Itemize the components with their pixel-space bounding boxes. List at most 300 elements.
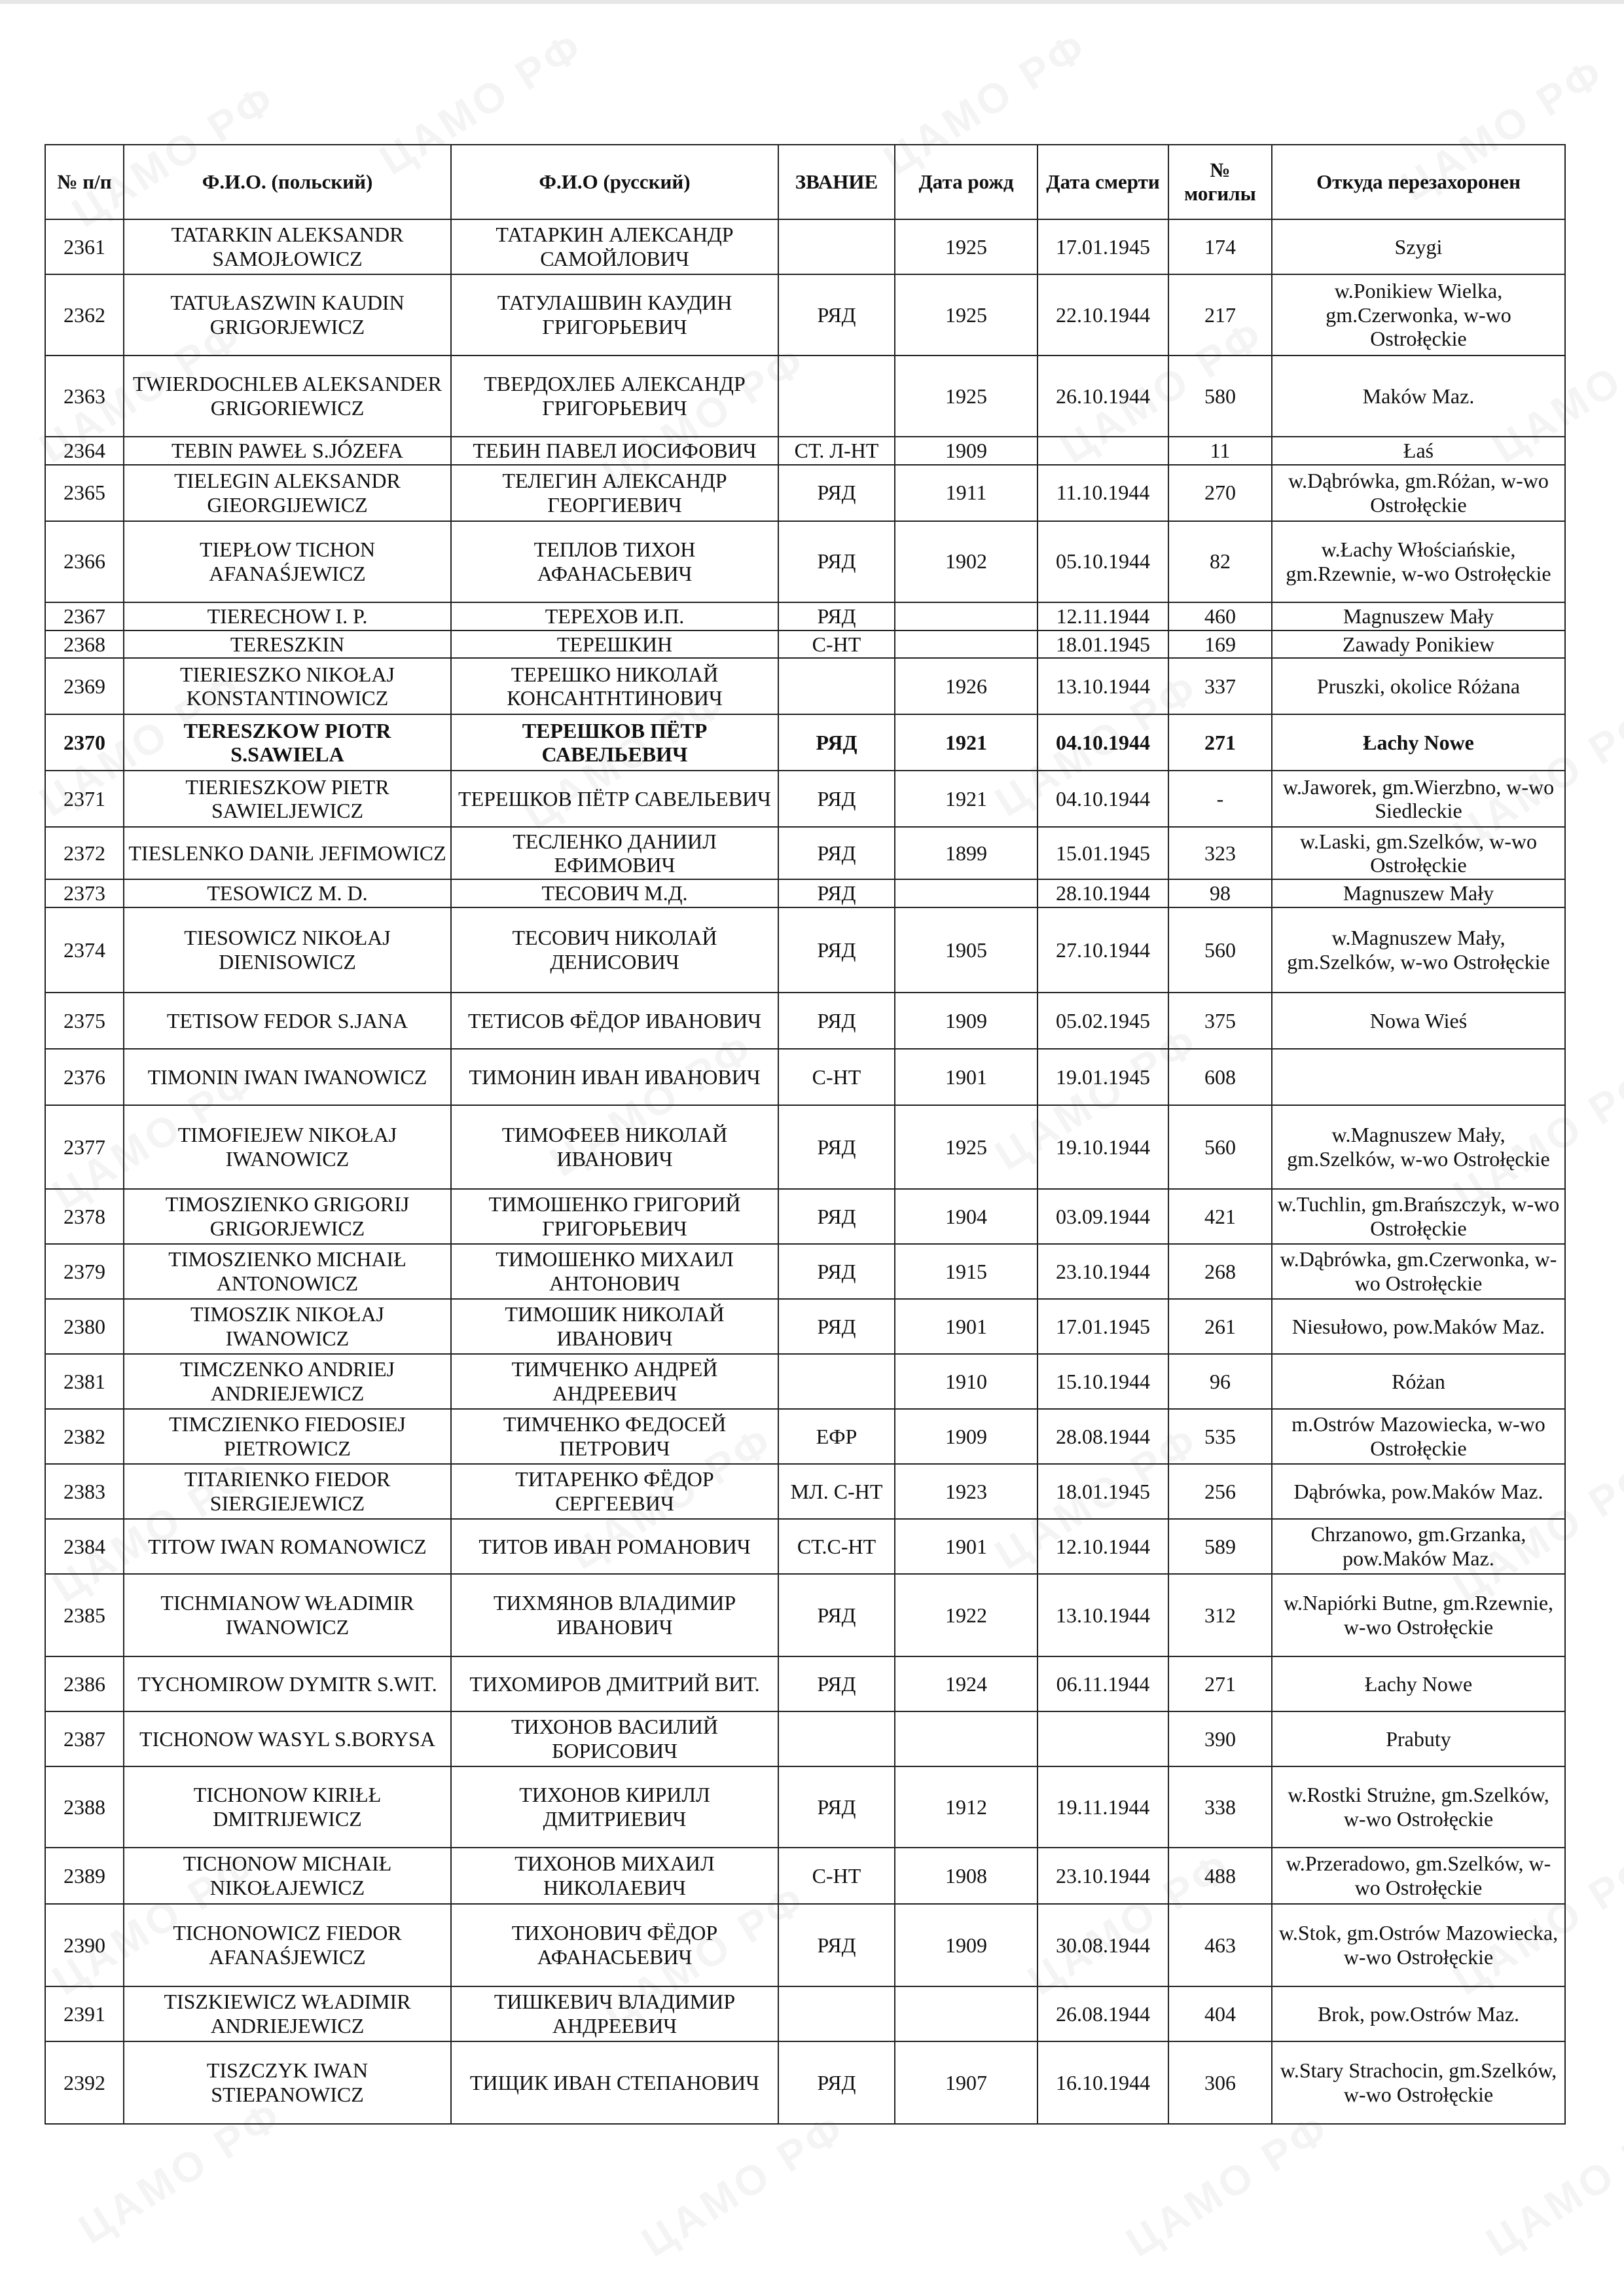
header-num: № п/п <box>45 145 124 219</box>
cell-name-polish: TISZKIEWICZ WŁADIMIR ANDRIEJEWICZ <box>124 1986 451 2041</box>
cell-death-date: 26.10.1944 <box>1038 356 1168 437</box>
cell-death-date: 17.01.1945 <box>1038 219 1168 274</box>
cell-reburied-from: Prabuty <box>1272 1711 1565 1766</box>
cell-death-date: 28.10.1944 <box>1038 879 1168 907</box>
table-row <box>45 1244 1565 1299</box>
cell-num: 2379 <box>45 1244 124 1299</box>
scan-top-edge <box>0 0 1624 4</box>
cell-name-russian: ТИХОНОВ ВАСИЛИЙ БОРИСОВИЧ <box>451 1711 778 1766</box>
cell-death-date: 12.11.1944 <box>1038 602 1168 630</box>
table-row <box>45 1354 1565 1409</box>
cell-name-polish: TIMCZIENKO FIEDOSIEJ PIETROWICZ <box>124 1409 451 1464</box>
cell-rank: РЯД <box>778 274 895 356</box>
cell-name-polish: TISZCZYK IWAN STIEPANOWICZ <box>124 2041 451 2124</box>
cell-rank: РЯД <box>778 1766 895 1848</box>
cell-death-date: 11.10.1944 <box>1038 465 1168 521</box>
cell-death-date: 26.08.1944 <box>1038 1986 1168 2041</box>
cell-death-date <box>1038 1711 1168 1766</box>
table-row <box>45 1766 1565 1848</box>
cell-name-polish: TICHONOWICZ FIEDOR AFANAŚJEWICZ <box>124 1904 451 1986</box>
cell-death-date: 23.10.1944 <box>1038 1848 1168 1904</box>
header-name-polish: Ф.И.О. (польский) <box>124 145 451 219</box>
cell-name-polish: TIESLENKO DANIŁ JEFIMOWICZ <box>124 827 451 879</box>
cell-death-date: 19.01.1945 <box>1038 1049 1168 1105</box>
cell-name-polish: TITOW IWAN ROMANOWICZ <box>124 1519 451 1574</box>
cell-grave-number: - <box>1168 771 1272 827</box>
cell-name-russian: ТИХОНОВ МИХАИЛ НИКОЛАЕВИЧ <box>451 1848 778 1904</box>
watermark-stamp <box>633 2103 854 2266</box>
cell-rank: РЯД <box>778 1189 895 1244</box>
cell-reburied-from: m.Ostrów Mazowiecka, w-wo Ostrołęckie <box>1272 1409 1565 1464</box>
cell-rank: СТ. Л-НТ <box>778 437 895 465</box>
cell-grave-number: 261 <box>1168 1299 1272 1354</box>
cell-reburied-from: Łachy Nowe <box>1272 1656 1565 1711</box>
cell-rank: С-НТ <box>778 1848 895 1904</box>
cell-name-polish: TIESOWICZ NIKOŁAJ DIENISOWICZ <box>124 907 451 993</box>
cell-grave-number: 312 <box>1168 1574 1272 1656</box>
cell-reburied-from: w.Rostki Strużne, gm.Szelków, w-wo Ostrołęckie <box>1272 1766 1565 1848</box>
cell-grave-number: 560 <box>1168 1105 1272 1189</box>
cell-birth-date: 1908 <box>895 1848 1038 1904</box>
cell-name-russian: ТЕРЕШКИН <box>451 630 778 659</box>
cell-num: 2382 <box>45 1409 124 1464</box>
cell-num: 2376 <box>45 1049 124 1105</box>
cell-num: 2386 <box>45 1656 124 1711</box>
cell-num: 2389 <box>45 1848 124 1904</box>
cell-name-russian: ТИМОФЕЕВ НИКОЛАЙ ИВАНОВИЧ <box>451 1105 778 1189</box>
cell-birth-date <box>895 630 1038 659</box>
cell-name-russian: ТЕБИН ПАВЕЛ ИОСИФОВИЧ <box>451 437 778 465</box>
cell-name-russian: ТЕСОВИЧ НИКОЛАЙ ДЕНИСОВИЧ <box>451 907 778 993</box>
cell-num: 2375 <box>45 993 124 1049</box>
table-row <box>45 771 1565 827</box>
cell-num: 2373 <box>45 879 124 907</box>
cell-name-polish: TIEPŁOW TICHON AFANAŚJEWICZ <box>124 521 451 602</box>
cell-name-polish: TIMOSZIENKO GRIGORIJ GRIGORJEWICZ <box>124 1189 451 1244</box>
cell-death-date: 12.10.1944 <box>1038 1519 1168 1574</box>
cell-name-russian: ТИТОВ ИВАН РОМАНОВИЧ <box>451 1519 778 1574</box>
cell-birth-date: 1911 <box>895 465 1038 521</box>
cell-rank: РЯД <box>778 879 895 907</box>
cell-death-date: 17.01.1945 <box>1038 1299 1168 1354</box>
cell-grave-number: 271 <box>1168 1656 1272 1711</box>
cell-name-polish: TESOWICZ M. D. <box>124 879 451 907</box>
cell-reburied-from: Dąbrówka, pow.Maków Maz. <box>1272 1464 1565 1519</box>
cell-grave-number: 174 <box>1168 219 1272 274</box>
cell-name-russian: ТИХОНОВ КИРИЛЛ ДМИТРИЕВИЧ <box>451 1766 778 1848</box>
cell-rank: РЯД <box>778 465 895 521</box>
cell-name-russian: ТИМОШЕНКО ГРИГОРИЙ ГРИГОРЬЕВИЧ <box>451 1189 778 1244</box>
table-row <box>45 274 1565 356</box>
cell-name-polish: TIERIESZKOW PIETR SAWIELJEWICZ <box>124 771 451 827</box>
cell-reburied-from: Brok, pow.Ostrów Maz. <box>1272 1986 1565 2041</box>
cell-name-polish: TERESZKIN <box>124 630 451 659</box>
table-row <box>45 1464 1565 1519</box>
cell-death-date: 30.08.1944 <box>1038 1904 1168 1986</box>
cell-grave-number: 338 <box>1168 1766 1272 1848</box>
cell-name-russian: ТИМОНИН ИВАН ИВАНОВИЧ <box>451 1049 778 1105</box>
cell-name-polish: TIMCZENKO ANDRIEJ ANDRIEJEWICZ <box>124 1354 451 1409</box>
cell-name-russian: ТИХОМИРОВ ДМИТРИЙ ВИТ. <box>451 1656 778 1711</box>
cell-death-date: 16.10.1944 <box>1038 2041 1168 2124</box>
cell-name-polish: TEBIN PAWEŁ S.JÓZEFA <box>124 437 451 465</box>
table-row <box>45 630 1565 659</box>
cell-birth-date: 1909 <box>895 437 1038 465</box>
cell-death-date: 22.10.1944 <box>1038 274 1168 356</box>
cell-num: 2367 <box>45 602 124 630</box>
cell-name-russian: ТЕРЕШКО НИКОЛАЙ КОНСАНТНТИНОВИЧ <box>451 658 778 714</box>
table-header <box>45 145 1565 219</box>
cell-name-polish: TICHONOW MICHAIŁ NIKOŁAJEWICZ <box>124 1848 451 1904</box>
cell-grave-number: 96 <box>1168 1354 1272 1409</box>
cell-grave-number: 270 <box>1168 465 1272 521</box>
cell-birth-date <box>895 879 1038 907</box>
cell-num: 2391 <box>45 1986 124 2041</box>
cell-rank: РЯД <box>778 993 895 1049</box>
cell-death-date: 19.11.1944 <box>1038 1766 1168 1848</box>
cell-num: 2366 <box>45 521 124 602</box>
cell-name-russian: ТИМЧЕНКО АНДРЕЙ АНДРЕЕВИЧ <box>451 1354 778 1409</box>
cell-grave-number: 98 <box>1168 879 1272 907</box>
cell-num: 2362 <box>45 274 124 356</box>
table-row <box>45 1519 1565 1574</box>
cell-name-polish: TWIERDOCHLEB ALEKSANDER GRIGORIEWICZ <box>124 356 451 437</box>
table-row <box>45 1189 1565 1244</box>
cell-grave-number: 271 <box>1168 714 1272 771</box>
cell-name-russian: ТЕПЛОВ ТИХОН АФАНАСЬЕВИЧ <box>451 521 778 602</box>
cell-name-russian: ТВЕРДОХЛЕБ АЛЕКСАНДР ГРИГОРЬЕВИЧ <box>451 356 778 437</box>
header-row <box>45 145 1565 219</box>
cell-reburied-from: w.Laski, gm.Szelków, w-wo Ostrołęckie <box>1272 827 1565 879</box>
cell-reburied-from: Niesułowo, pow.Maków Maz. <box>1272 1299 1565 1354</box>
cell-rank <box>778 1354 895 1409</box>
cell-death-date: 06.11.1944 <box>1038 1656 1168 1711</box>
header-birth-date: Дата рожд <box>895 145 1038 219</box>
cell-death-date: 18.01.1945 <box>1038 1464 1168 1519</box>
cell-name-polish: TATARKIN ALEKSANDR SAMOJŁOWICZ <box>124 219 451 274</box>
cell-rank: РЯД <box>778 602 895 630</box>
cell-reburied-from: w.Napiórki Butne, gm.Rzewnie, w-wo Ostrołęckie <box>1272 1574 1565 1656</box>
cell-name-polish: TIERECHOW I. P. <box>124 602 451 630</box>
cell-num: 2388 <box>45 1766 124 1848</box>
cell-grave-number: 82 <box>1168 521 1272 602</box>
cell-grave-number: 421 <box>1168 1189 1272 1244</box>
cell-name-russian: ТИШКЕВИЧ ВЛАДИМИР АНДРЕЕВИЧ <box>451 1986 778 2041</box>
cell-reburied-from: Różan <box>1272 1354 1565 1409</box>
watermark-stamp <box>1477 2103 1624 2266</box>
burial-records-table <box>45 144 1566 2125</box>
cell-grave-number: 217 <box>1168 274 1272 356</box>
table-row <box>45 714 1565 771</box>
cell-name-polish: TIMOSZIK NIKOŁAJ IWANOWICZ <box>124 1299 451 1354</box>
cell-name-russian: ТИМЧЕНКО ФЕДОСЕЙ ПЕТРОВИЧ <box>451 1409 778 1464</box>
cell-name-polish: TIMOFIEJEW NIKOŁAJ IWANOWICZ <box>124 1105 451 1189</box>
cell-rank <box>778 1986 895 2041</box>
cell-name-polish: TIMONIN IWAN IWANOWICZ <box>124 1049 451 1105</box>
table-row <box>45 827 1565 879</box>
table-row <box>45 602 1565 630</box>
cell-num: 2385 <box>45 1574 124 1656</box>
cell-name-russian: ТИЩИК ИВАН СТЕПАНОВИЧ <box>451 2041 778 2124</box>
cell-death-date: 15.10.1944 <box>1038 1354 1168 1409</box>
cell-reburied-from: Łaś <box>1272 437 1565 465</box>
cell-birth-date: 1921 <box>895 714 1038 771</box>
cell-reburied-from: Szygi <box>1272 219 1565 274</box>
cell-birth-date: 1909 <box>895 1904 1038 1986</box>
cell-reburied-from: Maków Maz. <box>1272 356 1565 437</box>
table-row <box>45 1711 1565 1766</box>
cell-name-russian: ТАТАРКИН АЛЕКСАНДР САМОЙЛОВИЧ <box>451 219 778 274</box>
header-name-russian: Ф.И.О (русский) <box>451 145 778 219</box>
cell-death-date: 28.08.1944 <box>1038 1409 1168 1464</box>
cell-death-date: 13.10.1944 <box>1038 658 1168 714</box>
cell-reburied-from: Pruszki, okolice Różana <box>1272 658 1565 714</box>
cell-birth-date: 1923 <box>895 1464 1038 1519</box>
table-row <box>45 1904 1565 1986</box>
cell-name-russian: ТИМОШИК НИКОЛАЙ ИВАНОВИЧ <box>451 1299 778 1354</box>
cell-rank: РЯД <box>778 714 895 771</box>
cell-birth-date: 1909 <box>895 993 1038 1049</box>
cell-grave-number: 608 <box>1168 1049 1272 1105</box>
cell-birth-date: 1925 <box>895 274 1038 356</box>
cell-grave-number: 463 <box>1168 1904 1272 1986</box>
table-row <box>45 879 1565 907</box>
cell-birth-date <box>895 1711 1038 1766</box>
cell-birth-date: 1924 <box>895 1656 1038 1711</box>
cell-grave-number: 169 <box>1168 630 1272 659</box>
cell-grave-number: 337 <box>1168 658 1272 714</box>
table-row <box>45 1409 1565 1464</box>
cell-num: 2372 <box>45 827 124 879</box>
cell-num: 2363 <box>45 356 124 437</box>
cell-death-date <box>1038 437 1168 465</box>
cell-rank: РЯД <box>778 1574 895 1656</box>
cell-rank <box>778 1711 895 1766</box>
cell-grave-number: 460 <box>1168 602 1272 630</box>
cell-num: 2378 <box>45 1189 124 1244</box>
cell-num: 2387 <box>45 1711 124 1766</box>
cell-death-date: 18.01.1945 <box>1038 630 1168 659</box>
cell-reburied-from: Nowa Wieś <box>1272 993 1565 1049</box>
cell-num: 2365 <box>45 465 124 521</box>
cell-grave-number: 390 <box>1168 1711 1272 1766</box>
table-row <box>45 1986 1565 2041</box>
cell-birth-date <box>895 602 1038 630</box>
cell-name-russian: ТЕСОВИЧ М.Д. <box>451 879 778 907</box>
cell-death-date: 19.10.1944 <box>1038 1105 1168 1189</box>
cell-name-polish: TYCHOMIROW DYMITR S.WIT. <box>124 1656 451 1711</box>
header-grave-number: № могилы <box>1168 145 1272 219</box>
cell-num: 2361 <box>45 219 124 274</box>
cell-grave-number: 589 <box>1168 1519 1272 1574</box>
cell-name-polish: TICHMIANOW WŁADIMIR IWANOWICZ <box>124 1574 451 1656</box>
cell-grave-number: 560 <box>1168 907 1272 993</box>
cell-num: 2380 <box>45 1299 124 1354</box>
cell-grave-number: 580 <box>1168 356 1272 437</box>
cell-birth-date: 1922 <box>895 1574 1038 1656</box>
header-reburied-from: Откуда перезахоронен <box>1272 145 1565 219</box>
cell-reburied-from: w.Tuchlin, gm.Brańszczyk, w-wo Ostrołęckie <box>1272 1189 1565 1244</box>
cell-rank: РЯД <box>778 521 895 602</box>
cell-birth-date: 1901 <box>895 1049 1038 1105</box>
header-rank: ЗВАНИЕ <box>778 145 895 219</box>
cell-name-polish: TIERIESZKO NIKOŁAJ KONSTANTINOWICZ <box>124 658 451 714</box>
table-row <box>45 437 1565 465</box>
cell-rank: РЯД <box>778 2041 895 2124</box>
cell-death-date: 15.01.1945 <box>1038 827 1168 879</box>
cell-rank: РЯД <box>778 1904 895 1986</box>
cell-name-polish: TICHONOW WASYL S.BORYSA <box>124 1711 451 1766</box>
cell-rank <box>778 356 895 437</box>
cell-birth-date: 1901 <box>895 1519 1038 1574</box>
cell-death-date: 03.09.1944 <box>1038 1189 1168 1244</box>
cell-rank: РЯД <box>778 1244 895 1299</box>
table-body <box>45 219 1565 2124</box>
cell-reburied-from: Zawady Ponikiew <box>1272 630 1565 659</box>
cell-reburied-from: w.Dąbrówka, gm.Czerwonka, w-wo Ostrołęckie <box>1272 1244 1565 1299</box>
cell-num: 2368 <box>45 630 124 659</box>
cell-birth-date: 1925 <box>895 219 1038 274</box>
cell-birth-date <box>895 1986 1038 2041</box>
cell-num: 2374 <box>45 907 124 993</box>
cell-grave-number: 268 <box>1168 1244 1272 1299</box>
cell-rank <box>778 219 895 274</box>
cell-name-polish: TIELEGIN ALEKSANDR GIEORGIJEWICZ <box>124 465 451 521</box>
cell-num: 2383 <box>45 1464 124 1519</box>
cell-reburied-from: w.Łachy Włościańskie, gm.Rzewnie, w-wo Ostrołęckie <box>1272 521 1565 602</box>
table-row <box>45 1105 1565 1189</box>
cell-birth-date: 1905 <box>895 907 1038 993</box>
cell-num: 2381 <box>45 1354 124 1409</box>
cell-num: 2369 <box>45 658 124 714</box>
cell-rank: ЕФР <box>778 1409 895 1464</box>
cell-rank: РЯД <box>778 907 895 993</box>
cell-death-date: 13.10.1944 <box>1038 1574 1168 1656</box>
cell-death-date: 27.10.1944 <box>1038 907 1168 993</box>
table-row <box>45 658 1565 714</box>
header-death-date: Дата смерти <box>1038 145 1168 219</box>
cell-reburied-from <box>1272 1049 1565 1105</box>
cell-name-russian: ТИХМЯНОВ ВЛАДИМИР ИВАНОВИЧ <box>451 1574 778 1656</box>
table-row <box>45 356 1565 437</box>
cell-reburied-from: w.Magnuszew Mały, gm.Szelków, w-wo Ostrołęckie <box>1272 1105 1565 1189</box>
cell-num: 2364 <box>45 437 124 465</box>
cell-death-date: 05.02.1945 <box>1038 993 1168 1049</box>
cell-birth-date: 1910 <box>895 1354 1038 1409</box>
cell-death-date: 04.10.1944 <box>1038 771 1168 827</box>
cell-birth-date: 1902 <box>895 521 1038 602</box>
cell-rank: СТ.С-НТ <box>778 1519 895 1574</box>
cell-name-polish: TITARIENKO FIEDOR SIERGIEJEWICZ <box>124 1464 451 1519</box>
table-row <box>45 521 1565 602</box>
cell-reburied-from: w.Stary Strachocin, gm.Szelków, w-wo Ostrołęckie <box>1272 2041 1565 2124</box>
cell-birth-date: 1909 <box>895 1409 1038 1464</box>
cell-reburied-from: w.Przeradowo, gm.Szelków, w-wo Ostrołęckie <box>1272 1848 1565 1904</box>
cell-rank: РЯД <box>778 771 895 827</box>
cell-num: 2377 <box>45 1105 124 1189</box>
table-row <box>45 2041 1565 2124</box>
cell-name-russian: ТЕРЕХОВ И.П. <box>451 602 778 630</box>
cell-death-date: 05.10.1944 <box>1038 521 1168 602</box>
cell-grave-number: 323 <box>1168 827 1272 879</box>
cell-rank: С-НТ <box>778 1049 895 1105</box>
cell-name-polish: TATUŁASZWIN KAUDIN GRIGORJEWICZ <box>124 274 451 356</box>
cell-reburied-from: Łachy Nowe <box>1272 714 1565 771</box>
cell-num: 2384 <box>45 1519 124 1574</box>
cell-rank: РЯД <box>778 1105 895 1189</box>
cell-grave-number: 256 <box>1168 1464 1272 1519</box>
cell-reburied-from: w.Ponikiew Wielka, gm.Czerwonka, w-wo Ostrołęckie <box>1272 274 1565 356</box>
cell-reburied-from: Magnuszew Mały <box>1272 602 1565 630</box>
cell-name-russian: ТЕСЛЕНКО ДАНИИЛ ЕФИМОВИЧ <box>451 827 778 879</box>
cell-rank: РЯД <box>778 1656 895 1711</box>
cell-reburied-from: Chrzanowo, gm.Grzanka, pow.Maków Maz. <box>1272 1519 1565 1574</box>
table-row <box>45 1299 1565 1354</box>
cell-grave-number: 535 <box>1168 1409 1272 1464</box>
cell-grave-number: 488 <box>1168 1848 1272 1904</box>
watermark-stamp <box>1117 2103 1339 2266</box>
cell-reburied-from: Magnuszew Mały <box>1272 879 1565 907</box>
cell-reburied-from: w.Stok, gm.Ostrów Mazowiecka, w-wo Ostrołęckie <box>1272 1904 1565 1986</box>
cell-name-russian: ТЕРЕШКОВ ПЁТР САВЕЛЬЕВИЧ <box>451 771 778 827</box>
cell-grave-number: 11 <box>1168 437 1272 465</box>
cell-birth-date: 1901 <box>895 1299 1038 1354</box>
cell-reburied-from: w.Jaworek, gm.Wierzbno, w-wo Siedleckie <box>1272 771 1565 827</box>
cell-num: 2371 <box>45 771 124 827</box>
cell-grave-number: 404 <box>1168 1986 1272 2041</box>
cell-rank: РЯД <box>778 1299 895 1354</box>
cell-rank: С-НТ <box>778 630 895 659</box>
cell-name-russian: ТИТАРЕНКО ФЁДОР СЕРГЕЕВИЧ <box>451 1464 778 1519</box>
cell-birth-date: 1921 <box>895 771 1038 827</box>
table-row <box>45 993 1565 1049</box>
cell-name-polish: TERESZKOW PIOTR S.SAWIELA <box>124 714 451 771</box>
cell-grave-number: 306 <box>1168 2041 1272 2124</box>
table-row <box>45 465 1565 521</box>
cell-name-russian: ТЕЛЕГИН АЛЕКСАНДР ГЕОРГИЕВИЧ <box>451 465 778 521</box>
cell-birth-date: 1915 <box>895 1244 1038 1299</box>
cell-name-polish: TIMOSZIENKO MICHAIŁ ANTONOWICZ <box>124 1244 451 1299</box>
cell-birth-date: 1925 <box>895 1105 1038 1189</box>
cell-birth-date: 1904 <box>895 1189 1038 1244</box>
cell-name-polish: TICHONOW KIRIŁŁ DMITRIJEWICZ <box>124 1766 451 1848</box>
cell-name-russian: ТАТУЛАШВИН КАУДИН ГРИГОРЬЕВИЧ <box>451 274 778 356</box>
cell-reburied-from: w.Magnuszew Mały, gm.Szelków, w-wo Ostrołęckie <box>1272 907 1565 993</box>
cell-birth-date: 1907 <box>895 2041 1038 2124</box>
cell-rank <box>778 658 895 714</box>
cell-grave-number: 375 <box>1168 993 1272 1049</box>
table-row <box>45 219 1565 274</box>
cell-rank: РЯД <box>778 827 895 879</box>
cell-birth-date: 1899 <box>895 827 1038 879</box>
table-row <box>45 1049 1565 1105</box>
cell-name-russian: ТЕТИСОВ ФЁДОР ИВАНОВИЧ <box>451 993 778 1049</box>
cell-num: 2370 <box>45 714 124 771</box>
cell-birth-date: 1912 <box>895 1766 1038 1848</box>
table-row <box>45 1574 1565 1656</box>
cell-name-polish: TETISOW FEDOR S.JANA <box>124 993 451 1049</box>
cell-rank: МЛ. С-НТ <box>778 1464 895 1519</box>
cell-death-date: 04.10.1944 <box>1038 714 1168 771</box>
cell-num: 2392 <box>45 2041 124 2124</box>
cell-num: 2390 <box>45 1904 124 1986</box>
cell-name-russian: ТИХОНОВИЧ ФЁДОР АФАНАСЬЕВИЧ <box>451 1904 778 1986</box>
cell-birth-date: 1925 <box>895 356 1038 437</box>
table-row <box>45 1656 1565 1711</box>
cell-reburied-from: w.Dąbrówka, gm.Różan, w-wo Ostrołęckie <box>1272 465 1565 521</box>
table-row <box>45 1848 1565 1904</box>
table-row <box>45 907 1565 993</box>
